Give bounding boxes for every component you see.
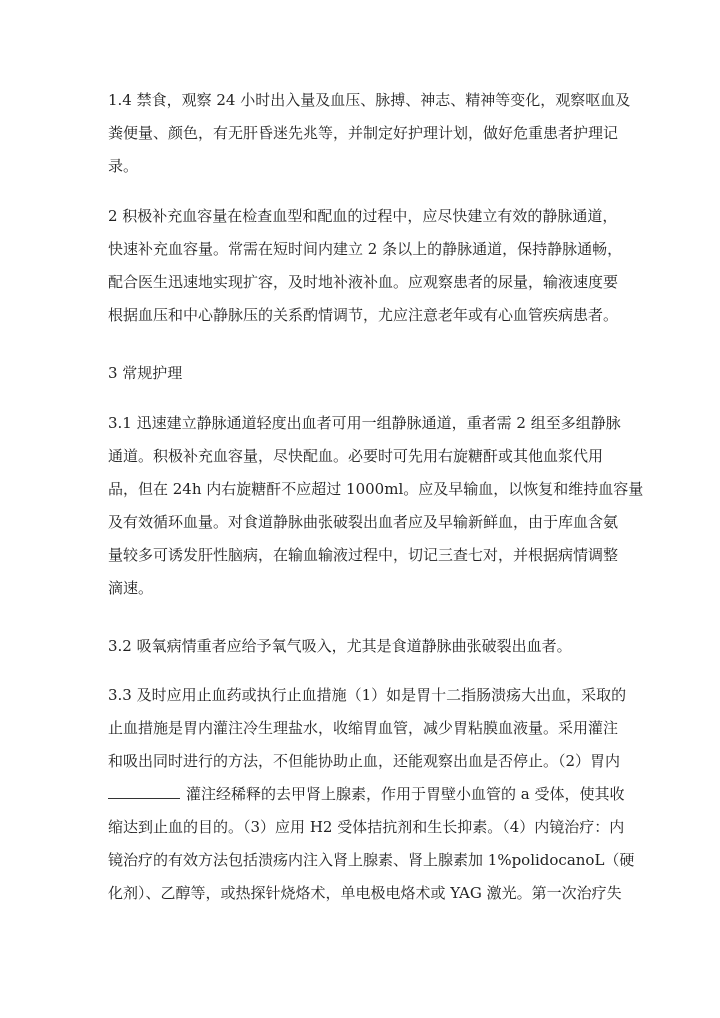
paragraph-3-2-oxygen <box>108 630 616 663</box>
section-heading: 3 常规护理 <box>108 364 183 382</box>
text-line: 录。 <box>108 157 139 175</box>
text-line: 3.1 迅速建立静脉通道轻度出血者可用一组静脉通道，重者需 2 组至多组静脉 <box>108 414 621 432</box>
text-line: 和吸出同时进行的方法，不但能协助止血，还能观察出血是否停止。（2）胃内 <box>108 752 621 770</box>
text-line: 粪便量、颜色，有无肝昏迷先兆等，并制定好护理计划，做好危重患者护理记 <box>108 124 619 142</box>
paragraph-2-blood-volume <box>108 200 623 332</box>
text-line: 2 积极补充血容量在检查血型和配血的过程中，应尽快建立有效的静脉通道， <box>108 207 618 225</box>
text-line: 快速补充血容量。常需在短时间内建立 2 条以上的静脉通道，保持静脉通畅， <box>108 240 623 258</box>
text-line: 3.3 及时应用止血药或执行止血措施（1）如是胃十二指肠溃疡大出血，采取的 <box>108 686 627 704</box>
paragraph-3-1-venous-access <box>108 407 644 605</box>
text-line: 配合医生迅速地实现扩容，及时地补液补血。应观察患者的尿量，输液速度要 <box>108 273 619 291</box>
text-line: 镜治疗的有效方法包括溃疡内注入肾上腺素、肾上腺素加 1%polidocanoL（硬 <box>108 851 635 869</box>
text-line-with-blank <box>108 778 625 811</box>
blank-underline <box>108 784 180 799</box>
text-line: 化剂）、乙醇等，或热探针烧烙术，单电极电烙术或 YAG 激光。第一次治疗失 <box>108 884 622 902</box>
text-line: 止血措施是胃内灌注冷生理盐水，收缩胃血管，减少胃粘膜血液量。采用灌注 <box>108 719 619 737</box>
text-line: 量较多可诱发肝性脑病，在输血输液过程中，切记三查七对，并根据病情调整 <box>108 546 619 564</box>
text-line: 1.4 禁食，观察 24 小时出入量及血压、脉搏、神志、精神等变化，观察呕血及 <box>108 91 631 109</box>
text-line: 品，但在 24h 内右旋糖酐不应超过 1000ml。应及早输血，以恢复和维持血容量 <box>108 480 644 498</box>
text-line: 通道。积极补充血容量，尽快配血。必要时可先用右旋糖酐或其他血浆代用 <box>108 447 604 465</box>
text-line: 及有效循环血量。对食道静脉曲张破裂出血者应及早输新鲜血，由于库血含氨 <box>108 513 619 531</box>
text-line: 灌注经稀释的去甲肾上腺素，作用于胃壁小血管的 a 受体，使其收 <box>186 785 625 803</box>
text-line: 缩达到止血的目的。（3）应用 H2 受体拮抗剂和生长抑素。（4）内镜治疗：内 <box>108 818 625 836</box>
text-line: 3.2 吸氧病情重者应给予氧气吸入，尤其是食道静脉曲张破裂出血者。 <box>108 637 572 655</box>
text-line: 滴速。 <box>108 579 154 597</box>
paragraph-1-4-fasting <box>108 84 631 183</box>
section-heading-3 <box>108 357 616 390</box>
paragraph-3-3-hemostasis <box>108 679 635 910</box>
text-line: 根据血压和中心静脉压的关系酌情调节，尤应注意老年或有心血管疾病患者。 <box>108 306 619 324</box>
